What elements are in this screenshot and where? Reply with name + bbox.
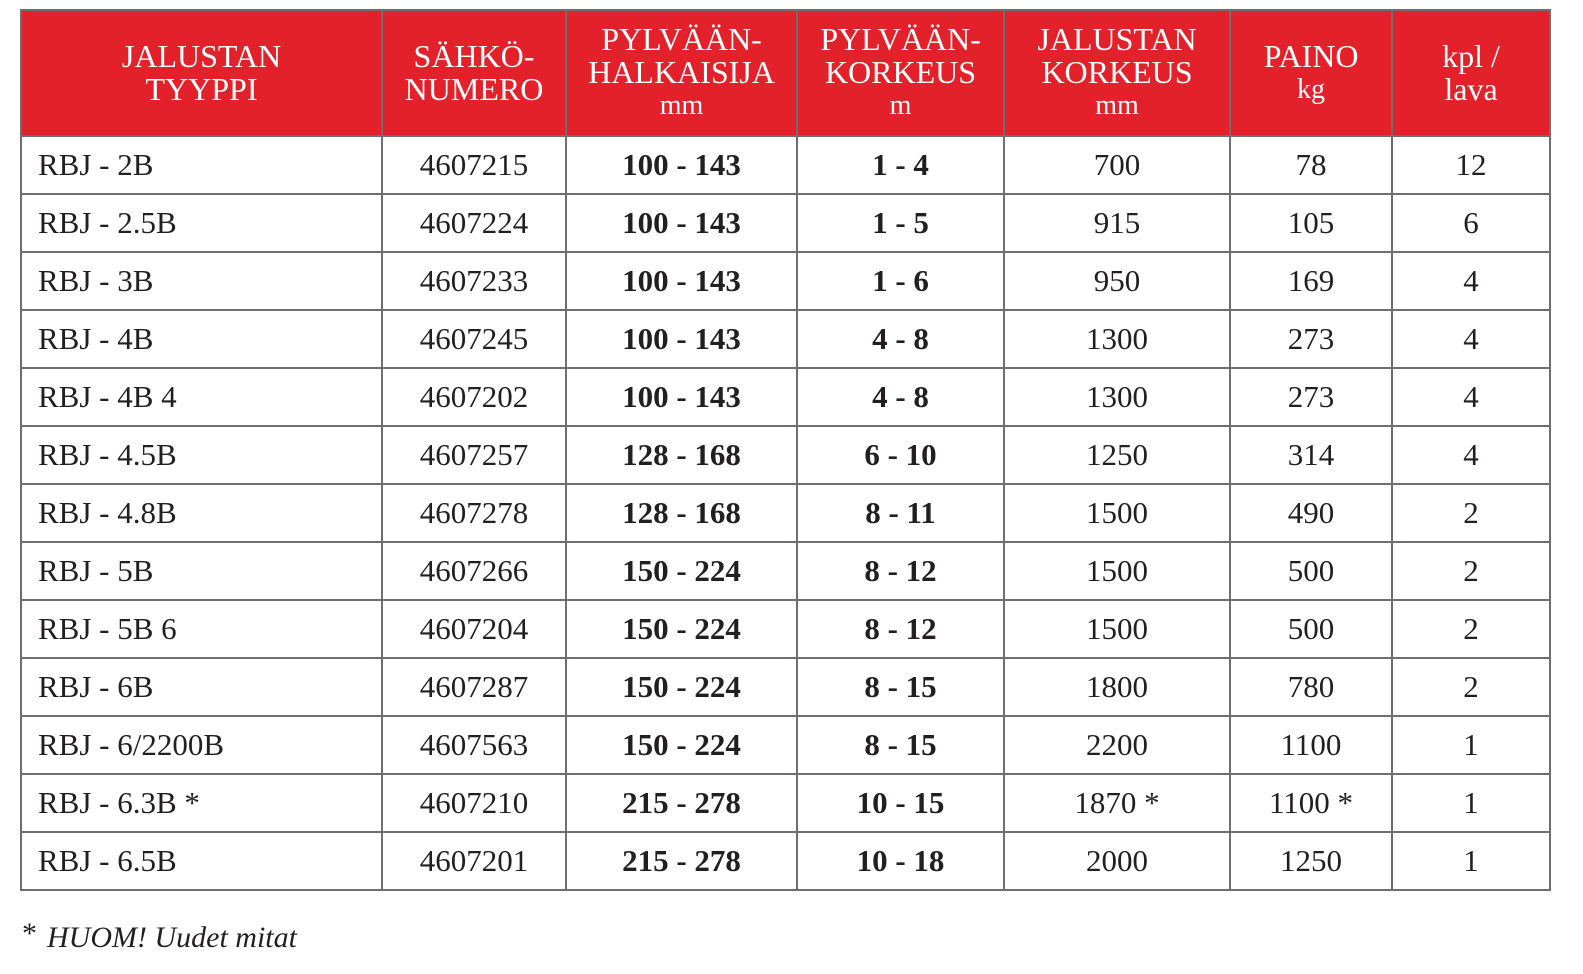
header-line: TYYPPI xyxy=(145,71,258,107)
cell-base-height: 700 xyxy=(1004,136,1230,194)
cell-type: RBJ - 6B xyxy=(21,658,382,716)
header-line: PAINO xyxy=(1263,37,1359,74)
cell-weight: 273 xyxy=(1230,368,1392,426)
cell-base-height: 1870 * xyxy=(1004,774,1230,832)
column-header-pole-height xyxy=(797,10,1004,136)
cell-pole-height: 1 - 4 xyxy=(797,136,1004,194)
cell-base-height: 2200 xyxy=(1004,716,1230,774)
table-row xyxy=(21,600,1550,658)
footnote-text: HUOM! Uudet mitat xyxy=(47,921,297,954)
cell-electrical-number: 4607201 xyxy=(382,832,566,890)
cell-pole-height: 4 - 8 xyxy=(797,368,1004,426)
header-line: PYLVÄÄN- xyxy=(601,21,762,57)
header-row xyxy=(21,10,1550,136)
cell-type: RBJ - 6.5B xyxy=(21,832,382,890)
cell-pole-height: 1 - 5 xyxy=(797,194,1004,252)
header-line: lava xyxy=(1444,71,1498,107)
cell-pieces-per-pallet: 2 xyxy=(1392,484,1550,542)
cell-pole-diameter: 215 - 278 xyxy=(566,774,797,832)
cell-type: RBJ - 4B xyxy=(21,310,382,368)
cell-weight: 490 xyxy=(1230,484,1392,542)
footnote-symbol: * xyxy=(22,917,37,950)
cell-pieces-per-pallet: 1 xyxy=(1392,774,1550,832)
header-unit: m xyxy=(889,90,912,121)
cell-pole-height: 8 - 15 xyxy=(797,658,1004,716)
table-row xyxy=(21,194,1550,252)
cell-pole-height: 10 - 15 xyxy=(797,774,1004,832)
header-line: HALKAISIJA xyxy=(588,54,775,90)
cell-weight: 273 xyxy=(1230,310,1392,368)
cell-pieces-per-pallet: 4 xyxy=(1392,426,1550,484)
cell-weight: 1100 xyxy=(1230,716,1392,774)
table-header xyxy=(21,10,1550,136)
cell-pole-height: 1 - 6 xyxy=(797,252,1004,310)
cell-weight: 314 xyxy=(1230,426,1392,484)
cell-electrical-number: 4607563 xyxy=(382,716,566,774)
cell-pole-diameter: 100 - 143 xyxy=(566,194,797,252)
header-unit: kg xyxy=(1297,73,1325,105)
column-header-electrical-number xyxy=(382,10,566,136)
cell-pole-height: 8 - 11 xyxy=(797,484,1004,542)
header-line: kpl / xyxy=(1442,38,1500,74)
cell-electrical-number: 4607202 xyxy=(382,368,566,426)
cell-base-height: 1300 xyxy=(1004,310,1230,368)
cell-electrical-number: 4607266 xyxy=(382,542,566,600)
header-line: KORKEUS xyxy=(824,54,977,90)
cell-pieces-per-pallet: 2 xyxy=(1392,658,1550,716)
cell-type: RBJ - 6/2200B xyxy=(21,716,382,774)
cell-type: RBJ - 2B xyxy=(21,136,382,194)
cell-pole-height: 4 - 8 xyxy=(797,310,1004,368)
cell-type: RBJ - 5B 6 xyxy=(21,600,382,658)
cell-pole-diameter: 150 - 224 xyxy=(566,716,797,774)
cell-type: RBJ - 6.3B * xyxy=(21,774,382,832)
cell-electrical-number: 4607224 xyxy=(382,194,566,252)
cell-electrical-number: 4607245 xyxy=(382,310,566,368)
cell-type: RBJ - 2.5B xyxy=(21,194,382,252)
cell-pole-diameter: 150 - 224 xyxy=(566,542,797,600)
table-row xyxy=(21,136,1550,194)
cell-pole-height: 6 - 10 xyxy=(797,426,1004,484)
cell-pole-height: 10 - 18 xyxy=(797,832,1004,890)
cell-pole-diameter: 128 - 168 xyxy=(566,484,797,542)
cell-pole-diameter: 100 - 143 xyxy=(566,136,797,194)
header-line: SÄHKÖ- xyxy=(413,38,535,74)
cell-pieces-per-pallet: 4 xyxy=(1392,252,1550,310)
column-header-pole-diameter xyxy=(566,10,797,136)
header-line: NUMERO xyxy=(404,71,544,107)
cell-pole-diameter: 150 - 224 xyxy=(566,600,797,658)
cell-pole-height: 8 - 12 xyxy=(797,542,1004,600)
cell-pole-diameter: 100 - 143 xyxy=(566,310,797,368)
column-header-base-height xyxy=(1004,10,1230,136)
cell-type: RBJ - 4B 4 xyxy=(21,368,382,426)
table-row xyxy=(21,542,1550,600)
cell-base-height: 1300 xyxy=(1004,368,1230,426)
header-unit: mm xyxy=(659,90,704,121)
table-row xyxy=(21,426,1550,484)
cell-weight: 169 xyxy=(1230,252,1392,310)
table-row xyxy=(21,832,1550,890)
table-row xyxy=(21,658,1550,716)
cell-electrical-number: 4607278 xyxy=(382,484,566,542)
cell-base-height: 1800 xyxy=(1004,658,1230,716)
product-spec-table xyxy=(20,9,1551,891)
cell-pieces-per-pallet: 1 xyxy=(1392,832,1550,890)
cell-pole-height: 8 - 12 xyxy=(797,600,1004,658)
column-header-pieces-per-pallet xyxy=(1392,10,1550,136)
cell-pole-diameter: 150 - 224 xyxy=(566,658,797,716)
table-row xyxy=(21,484,1550,542)
column-header-type xyxy=(21,10,382,136)
cell-base-height: 1500 xyxy=(1004,542,1230,600)
cell-electrical-number: 4607215 xyxy=(382,136,566,194)
table-row xyxy=(21,310,1550,368)
cell-pole-diameter: 100 - 143 xyxy=(566,368,797,426)
cell-base-height: 2000 xyxy=(1004,832,1230,890)
cell-electrical-number: 4607233 xyxy=(382,252,566,310)
cell-weight: 500 xyxy=(1230,542,1392,600)
header-line: PYLVÄÄN- xyxy=(820,21,981,57)
cell-type: RBJ - 5B xyxy=(21,542,382,600)
header-unit: mm xyxy=(1095,90,1139,121)
table-row xyxy=(21,716,1550,774)
cell-base-height: 915 xyxy=(1004,194,1230,252)
cell-electrical-number: 4607257 xyxy=(382,426,566,484)
header-line: JALUSTAN xyxy=(121,38,282,74)
cell-electrical-number: 4607204 xyxy=(382,600,566,658)
cell-weight: 105 xyxy=(1230,194,1392,252)
header-line: JALUSTAN xyxy=(1037,21,1197,57)
cell-weight: 780 xyxy=(1230,658,1392,716)
cell-pieces-per-pallet: 4 xyxy=(1392,310,1550,368)
cell-type: RBJ - 3B xyxy=(21,252,382,310)
cell-pole-height: 8 - 15 xyxy=(797,716,1004,774)
cell-pieces-per-pallet: 4 xyxy=(1392,368,1550,426)
cell-weight: 1100 * xyxy=(1230,774,1392,832)
cell-type: RBJ - 4.8B xyxy=(21,484,382,542)
cell-electrical-number: 4607210 xyxy=(382,774,566,832)
cell-weight: 500 xyxy=(1230,600,1392,658)
cell-base-height: 950 xyxy=(1004,252,1230,310)
table-row xyxy=(21,368,1550,426)
cell-pole-diameter: 128 - 168 xyxy=(566,426,797,484)
cell-pieces-per-pallet: 6 xyxy=(1392,194,1550,252)
footnote xyxy=(22,917,297,955)
cell-base-height: 1500 xyxy=(1004,600,1230,658)
cell-electrical-number: 4607287 xyxy=(382,658,566,716)
column-header-weight xyxy=(1230,10,1392,136)
cell-pieces-per-pallet: 2 xyxy=(1392,600,1550,658)
cell-type: RBJ - 4.5B xyxy=(21,426,382,484)
cell-pieces-per-pallet: 1 xyxy=(1392,716,1550,774)
table-row xyxy=(21,774,1550,832)
cell-weight: 1250 xyxy=(1230,832,1392,890)
cell-pole-diameter: 100 - 143 xyxy=(566,252,797,310)
cell-pieces-per-pallet: 12 xyxy=(1392,136,1550,194)
cell-base-height: 1500 xyxy=(1004,484,1230,542)
table-row xyxy=(21,252,1550,310)
header-line: KORKEUS xyxy=(1041,54,1193,90)
table-body xyxy=(21,136,1550,890)
cell-pieces-per-pallet: 2 xyxy=(1392,542,1550,600)
cell-weight: 78 xyxy=(1230,136,1392,194)
cell-pole-diameter: 215 - 278 xyxy=(566,832,797,890)
cell-base-height: 1250 xyxy=(1004,426,1230,484)
